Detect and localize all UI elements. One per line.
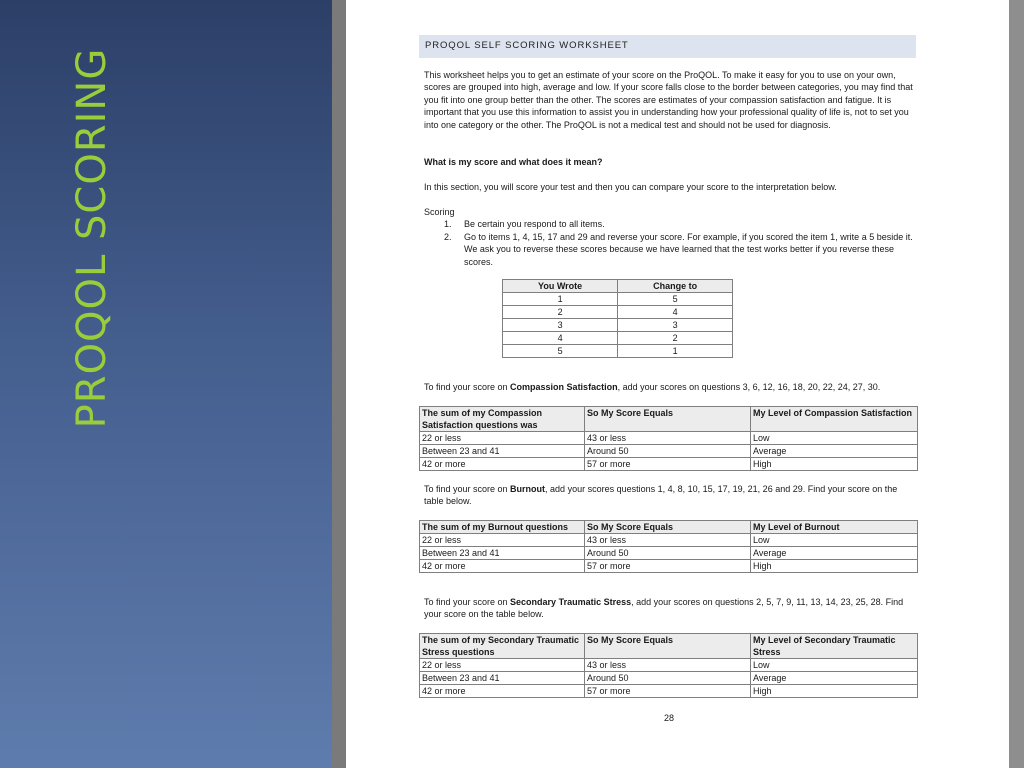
table-row bbox=[420, 445, 918, 458]
table-cell: 42 or more bbox=[420, 685, 585, 698]
table-cell: Around 50 bbox=[585, 445, 751, 458]
table-cell: Low bbox=[751, 534, 918, 547]
table-cell: High bbox=[751, 685, 918, 698]
table-cell: 42 or more bbox=[420, 458, 585, 471]
sts-post-text: , add your scores on questions 2, 5, 7, 9, 11, 13, 14, 23, 25, 28. Find your score on the table below. bbox=[424, 597, 904, 620]
table-header-cell: My Level of Compassion Satisfaction bbox=[751, 407, 918, 432]
table-cell: Between 23 and 41 bbox=[420, 672, 585, 685]
cs-post-text: , add your scores on questions 3, 6, 12, 16, 18, 20, 22, 24, 27, 30. bbox=[617, 382, 881, 392]
page-number: 28 bbox=[664, 713, 675, 723]
cs-pre-text: To find your score on bbox=[424, 382, 511, 392]
question-heading: What is my score and what does it mean? bbox=[424, 157, 603, 167]
intro-paragraph: This worksheet helps you to get an estimate of your score on the ProQOL. To make it easy for you to use on your own, scores are grouped into high, average and low. If your score falls close to the border between categories, you may find that you fit into one group better than the other. The scores are estimates of your compassion satisfaction and fatigue. It is important that you use this information to assist you in understanding how your professional quality of life is, not to set you into one category or the other. The ProQOL is not a medical test and should not be used for diagnosis. bbox=[424, 70, 913, 130]
scoring-step bbox=[424, 231, 914, 268]
table-row bbox=[420, 685, 918, 698]
step-number: 1. bbox=[444, 219, 452, 230]
table-cell: 5 bbox=[618, 293, 733, 306]
table-cell: 22 or less bbox=[420, 432, 585, 445]
table-header-cell: The sum of my Compassion Satisfaction questions was bbox=[420, 407, 585, 432]
table-header-cell: So My Score Equals bbox=[585, 407, 751, 432]
table-row bbox=[420, 534, 918, 547]
table-cell: 57 or more bbox=[585, 685, 751, 698]
worksheet-header: PROQOL SELF SCORING WORKSHEET bbox=[419, 35, 916, 58]
table-header-cell: You Wrote bbox=[503, 280, 618, 293]
table-cell: 5 bbox=[503, 345, 618, 358]
table-cell: 57 or more bbox=[585, 458, 751, 471]
table-cell: 43 or less bbox=[585, 432, 751, 445]
table-header-cell: The sum of my Burnout questions bbox=[420, 521, 585, 534]
table-cell: 3 bbox=[618, 319, 733, 332]
table-cell: 1 bbox=[618, 345, 733, 358]
table-header-cell: The sum of my Secondary Traumatic Stress questions bbox=[420, 634, 585, 659]
page-gutter bbox=[332, 0, 346, 768]
cs-term: Compassion Satisfaction bbox=[510, 382, 618, 392]
cs-instructions bbox=[424, 381, 914, 393]
table-cell: 4 bbox=[503, 332, 618, 345]
slide-title: PROQOL SCORING bbox=[69, 47, 115, 429]
step-text: Go to items 1, 4, 15, 17 and 29 and reverse your score. For example, if you scored the item 1, write a 5 beside it. We ask you to reverse these scores because we have learned that the test works better if you reverse these scores. bbox=[464, 231, 913, 267]
table-cell: Around 50 bbox=[585, 672, 751, 685]
table-cell: 42 or more bbox=[420, 560, 585, 573]
table-cell: 3 bbox=[503, 319, 618, 332]
table-cell: 1 bbox=[503, 293, 618, 306]
table-row bbox=[420, 458, 918, 471]
scoring-steps bbox=[424, 206, 914, 268]
burnout-table bbox=[419, 520, 918, 573]
table-row bbox=[503, 293, 733, 306]
table-row bbox=[503, 306, 733, 319]
section-intro: In this section, you will score your test and then you can compare your score to the interpretation below. bbox=[424, 182, 837, 192]
table-header-cell: So My Score Equals bbox=[585, 521, 751, 534]
step-number: 2. bbox=[444, 231, 452, 242]
table-header-cell: So My Score Equals bbox=[585, 634, 751, 659]
table-cell: 2 bbox=[503, 306, 618, 319]
table-cell: High bbox=[751, 560, 918, 573]
table-header-cell: My Level of Burnout bbox=[751, 521, 918, 534]
table-cell: High bbox=[751, 458, 918, 471]
table-cell: 2 bbox=[618, 332, 733, 345]
table-cell: Average bbox=[751, 672, 918, 685]
scoring-step bbox=[424, 218, 914, 230]
table-cell: 22 or less bbox=[420, 534, 585, 547]
sts-term: Secondary Traumatic Stress bbox=[510, 597, 632, 607]
table-cell: Between 23 and 41 bbox=[420, 547, 585, 560]
table-cell: Between 23 and 41 bbox=[420, 445, 585, 458]
compassion-satisfaction-table bbox=[419, 406, 918, 471]
table-cell: Average bbox=[751, 445, 918, 458]
secondary-traumatic-stress-table bbox=[419, 633, 918, 698]
reverse-score-table bbox=[502, 279, 733, 358]
document-page bbox=[346, 0, 1009, 768]
table-row bbox=[420, 560, 918, 573]
table-cell: 43 or less bbox=[585, 659, 751, 672]
table-row bbox=[420, 432, 918, 445]
scoring-label: Scoring bbox=[424, 207, 455, 217]
slide-sidebar bbox=[0, 0, 332, 768]
bo-term: Burnout bbox=[510, 484, 546, 494]
viewer-background bbox=[1009, 0, 1024, 768]
bo-pre-text: To find your score on bbox=[424, 484, 511, 494]
table-cell: 57 or more bbox=[585, 560, 751, 573]
bo-post-text: , add your scores questions 1, 4, 8, 10, 15, 17, 19, 21, 26 and 29. Find your score on the table below. bbox=[424, 484, 898, 507]
table-row bbox=[420, 672, 918, 685]
table-cell: Around 50 bbox=[585, 547, 751, 560]
table-row bbox=[503, 319, 733, 332]
step-text: Be certain you respond to all items. bbox=[464, 219, 605, 230]
sts-pre-text: To find your score on bbox=[424, 597, 511, 607]
burnout-instructions bbox=[424, 483, 914, 508]
sts-instructions bbox=[424, 596, 914, 621]
table-header-cell: Change to bbox=[618, 280, 733, 293]
table-cell: Average bbox=[751, 547, 918, 560]
table-header-cell: My Level of Secondary Traumatic Stress bbox=[751, 634, 918, 659]
table-cell: Low bbox=[751, 432, 918, 445]
table-cell: 4 bbox=[618, 306, 733, 319]
table-row bbox=[420, 547, 918, 560]
table-cell: 22 or less bbox=[420, 659, 585, 672]
table-cell: Low bbox=[751, 659, 918, 672]
table-row bbox=[503, 345, 733, 358]
table-row bbox=[420, 659, 918, 672]
table-row bbox=[503, 332, 733, 345]
table-cell: 43 or less bbox=[585, 534, 751, 547]
